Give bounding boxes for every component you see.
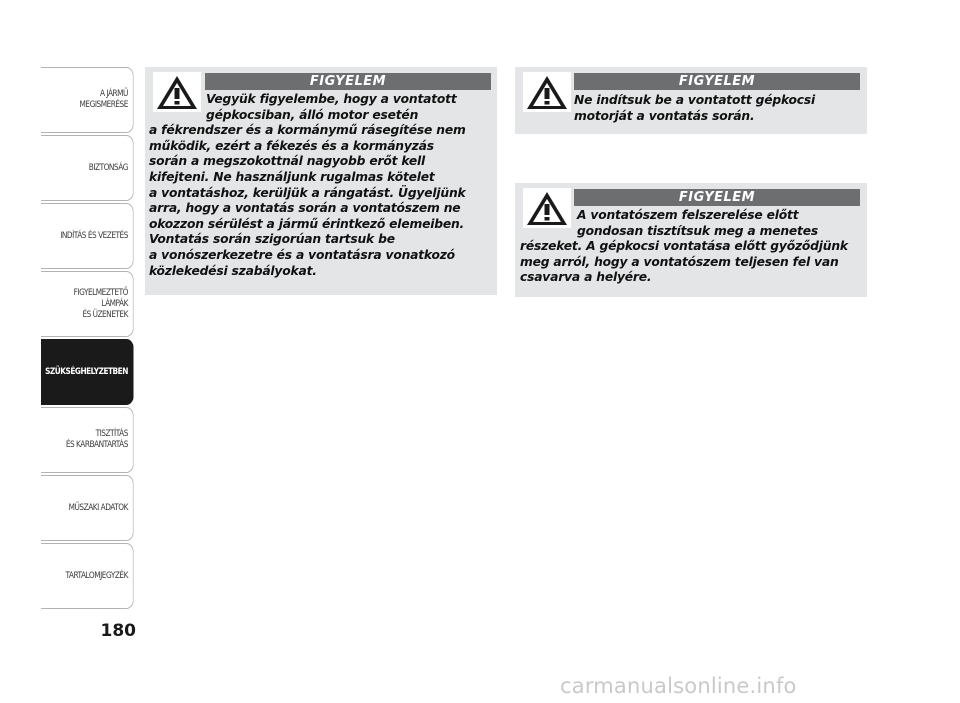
tab-label: MŰSZAKI ADATOK	[68, 502, 128, 513]
warning-line: a vonószerkezetre és a vontatásra vonatkozó	[149, 247, 455, 262]
tab-label: TISZTÍTÁS	[95, 429, 128, 439]
warning-line: Vegyük figyelembe, hogy a vontatott	[206, 92, 457, 106]
warning-line: részeket. A gépkocsi vontatása előtt győződjünk	[520, 239, 848, 254]
tab-label: TARTALOMJEGYZÉK	[65, 570, 128, 581]
warning-title: FIGYELEM	[205, 73, 491, 90]
warning-line: gondosan tisztítsuk meg a menetes	[577, 223, 818, 238]
page-number: 180	[100, 621, 136, 641]
tab-vehicle-intro[interactable]	[41, 67, 134, 133]
warning-triangle-icon	[523, 72, 571, 116]
warning-line: közlekedési szabályokat.	[149, 263, 317, 278]
tab-label: INDÍTÁS ÉS VEZETÉS	[60, 230, 128, 241]
warning-text	[520, 208, 848, 286]
tab-label: MEGISMERÉSE	[79, 100, 128, 110]
warning-line: motorját a vontatás során.	[574, 108, 755, 123]
warning-line: működik, ezért a fékezés és a kormányzás	[149, 138, 434, 153]
warning-line: során a megszokottnál nagyobb erőt kell	[149, 154, 426, 169]
tab-starting-driving[interactable]	[41, 203, 134, 269]
warning-line: a vontatáshoz, kerüljük a rángatást. Ügyeljünk	[149, 185, 466, 200]
warning-line: csavarva a helyére.	[520, 270, 652, 285]
warning-title: FIGYELEM	[574, 73, 860, 90]
warning-text	[149, 92, 466, 279]
tab-warning-lights[interactable]	[41, 271, 134, 337]
tab-technical-data[interactable]	[41, 475, 134, 541]
warning-line: Ne indítsuk be a vontatott gépkocsi	[574, 93, 816, 107]
tab-label: BIZTONSÁG	[88, 162, 128, 173]
warning-line: arra, hogy a vontatás során a vontatószem ne	[149, 201, 461, 216]
tab-label: ÉS ÜZENETEK	[82, 309, 128, 320]
warning-line: Vontatás során szigorúan tartsuk be	[149, 232, 395, 247]
warning-line: okozzon sérülést a jármű érintkező elemeiben.	[149, 216, 464, 231]
warning-text	[574, 93, 815, 124]
tab-emergency[interactable]	[41, 339, 134, 405]
tab-label: ÉS KARBANTARTÁS	[65, 440, 128, 450]
tab-label: LÁMPÁK	[101, 298, 128, 309]
warning-title: FIGYELEM	[574, 189, 860, 206]
warning-line: gépkocsiban, álló motor esetén	[206, 107, 419, 122]
warning-box	[515, 183, 867, 297]
tab-index[interactable]	[41, 543, 134, 609]
warning-line: meg arról, hogy a vontatószem teljesen fel van	[520, 254, 839, 269]
tab-maintenance[interactable]	[41, 407, 134, 473]
tab-safety[interactable]	[41, 135, 134, 201]
watermark: carmanualsonline.info	[560, 674, 797, 698]
warning-line: a fékrendszer és a kormánymű rásegítése nem	[149, 123, 466, 138]
tab-label: SZÜKSÉGHELYZETBEN	[45, 366, 128, 377]
warning-line: kifejteni. Ne használjunk rugalmas kötelet	[149, 169, 435, 184]
tab-label: FIGYELMEZTETŐ	[73, 287, 128, 298]
warning-box	[145, 67, 497, 295]
warning-line: A vontatószem felszerelése előtt	[577, 208, 799, 222]
tab-label: A JÁRMŰ	[99, 89, 128, 99]
warning-box	[515, 67, 867, 134]
